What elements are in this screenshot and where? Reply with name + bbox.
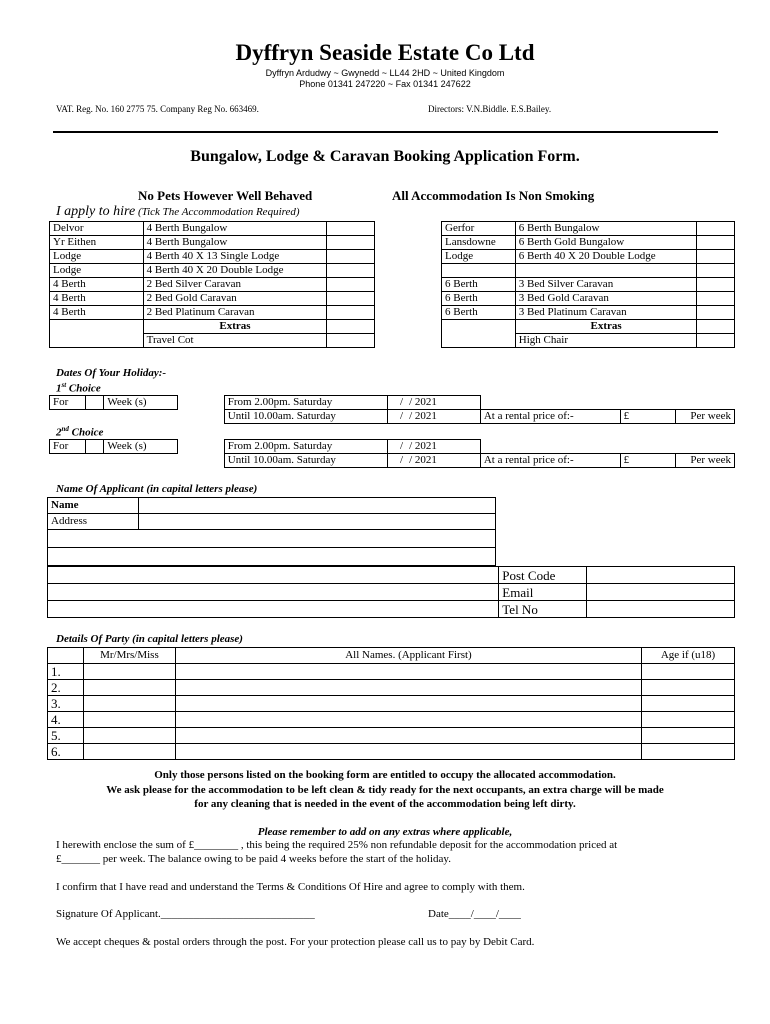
party-row-number: 6. [48,744,84,760]
notice-cleaning: We ask please for the accommodation to be left clean & tidy ready for the next occupants, an extra charge will be made [106,784,664,796]
left-accommodation-row [50,236,375,250]
address-label: Address [48,514,139,530]
party-age-field[interactable] [642,680,735,696]
accommodation-type: 4 Berth Bungalow [143,222,327,236]
right-accommodation-table [441,221,735,348]
right-accommodation-row [442,250,735,264]
accommodation-name: Gerfor [442,222,516,236]
party-col-age: Age if (u18) [642,648,735,664]
accommodation-name [442,264,516,278]
accommodation-tick-box[interactable] [327,250,375,264]
email-field[interactable] [587,584,735,601]
party-age-field[interactable] [642,728,735,744]
accommodation-tick-box[interactable] [327,264,375,278]
party-row-number: 5. [48,728,84,744]
left-accommodation-table [49,221,375,348]
company-name: Dyffryn Seaside Estate Co Ltd [235,40,535,65]
signature-line[interactable]: Signature Of Applicant.____________________________ [56,908,315,920]
weeks-input-2[interactable] [86,440,104,454]
notice-cleaning-cont: for any cleaning that is needed in the event of the accommodation being left dirty. [194,798,576,810]
accommodation-type: 6 Berth Gold Bungalow [515,236,697,250]
accommodation-type: 4 Berth 40 X 20 Double Lodge [143,264,327,278]
until-year-2[interactable]: / 2021 [406,454,480,468]
extras-label-right: Extras [515,320,697,334]
deposit-line-1: I herewith enclose the sum of £________ , this being the required 25% non refundable deposit for the accommodation priced at [56,839,618,851]
weeks-input[interactable] [86,396,104,410]
extras-label: Extras [143,320,327,334]
address-line-1[interactable] [138,514,495,530]
until-label-2: Until 10.00am. Saturday [224,454,387,468]
no-pets-notice: No Pets However Well Behaved [138,188,313,203]
accommodation-name: 6 Berth [442,292,516,306]
postcode-label: Post Code [499,567,587,584]
left-accommodation-row [50,278,375,292]
party-title-field[interactable] [83,696,175,712]
name-field[interactable] [138,498,495,514]
party-row [48,744,735,760]
accommodation-name: Yr Eithen [50,236,144,250]
extra-high-chair-tick[interactable] [697,334,735,348]
right-accommodation-row [442,222,735,236]
apply-to-hire: I apply to hire [56,204,136,219]
header-divider [53,131,718,133]
party-row [48,664,735,680]
accommodation-type: 3 Bed Platinum Caravan [515,306,697,320]
tel-label: Tel No [499,601,587,618]
right-accommodation-row [442,278,735,292]
deposit-line-2: £_______ per week. The balance owing to be paid 4 weeks before the start of the holiday. [56,853,451,865]
until-label: Until 10.00am. Saturday [224,410,387,424]
second-choice-table [49,439,735,468]
accommodation-tick-box[interactable] [327,306,375,320]
accommodation-name: 4 Berth [50,292,144,306]
party-table [47,647,735,760]
party-title-field[interactable] [83,664,175,680]
left-accommodation-row [50,292,375,306]
accommodation-type: 2 Bed Silver Caravan [143,278,327,292]
party-row-number: 3. [48,696,84,712]
accommodation-type [515,264,697,278]
party-heading: Details Of Party (in capital letters please) [56,633,243,645]
party-names-field[interactable] [175,744,641,760]
right-accommodation-row [442,306,735,320]
accommodation-type: 4 Berth Bungalow [143,236,327,250]
apply-heading [56,204,300,220]
accommodation-tick-box[interactable] [327,236,375,250]
accommodation-name: Lodge [50,264,144,278]
address-line-5[interactable] [48,584,499,601]
rental-price-input-2[interactable]: £ [620,454,676,468]
vat-reg: VAT. Reg. No. 160 2775 75. Company Reg No. 663469. [56,104,259,114]
party-col-names: All Names. (Applicant First) [175,648,641,664]
rental-label-2: At a rental price of:- [480,454,620,468]
accommodation-tick-box[interactable] [697,278,735,292]
party-names-field[interactable] [175,680,641,696]
accommodation-tick-box[interactable] [327,222,375,236]
party-row [48,696,735,712]
party-col-title: Mr/Mrs/Miss [83,648,175,664]
from-label: From 2.00pm. Saturday [224,396,387,410]
from-year-2[interactable]: / 2021 [406,440,480,454]
extra-travel-cot-tick[interactable] [327,334,375,348]
postcode-field[interactable] [587,567,735,584]
company-phone: Phone 01341 247220 ~ Fax 01341 247622 [299,79,471,89]
contact-table [47,566,735,618]
accommodation-name: Lodge [50,250,144,264]
weeks-label-2: Week (s) [104,440,178,454]
accommodation-tick-box[interactable] [697,236,735,250]
right-accommodation-row [442,264,735,278]
from-day-month-2[interactable]: / [387,440,406,454]
party-age-field[interactable] [642,712,735,728]
weeks-label: Week (s) [104,396,178,410]
accommodation-tick-box[interactable] [697,222,735,236]
party-names-field[interactable] [175,712,641,728]
accommodation-name: 4 Berth [50,306,144,320]
form-title: Bungalow, Lodge & Caravan Booking Application Form. [190,148,580,165]
applicant-heading: Name Of Applicant (in capital letters please) [56,483,258,495]
party-row-number: 4. [48,712,84,728]
per-week-label-2: Per week [676,454,735,468]
name-label: Name [48,498,139,514]
email-label: Email [499,584,587,601]
address-line-4[interactable] [48,567,499,584]
address-line-6[interactable] [48,601,499,618]
accommodation-tick-box[interactable] [327,278,375,292]
rental-price-input[interactable]: £ [620,410,676,424]
accommodation-tick-box[interactable] [697,292,735,306]
party-names-field[interactable] [175,696,641,712]
accommodation-tick-box[interactable] [697,306,735,320]
party-row-number: 1. [48,664,84,680]
party-names-field[interactable] [175,664,641,680]
second-choice-heading: 2nd Choice [56,425,104,439]
from-year[interactable]: / 2021 [406,396,480,410]
accommodation-type: 2 Bed Gold Caravan [143,292,327,306]
left-accommodation-row [50,306,375,320]
accommodation-tick-box[interactable] [327,292,375,306]
right-accommodation-row [442,292,735,306]
accommodation-tick-box[interactable] [697,264,735,278]
party-title-field[interactable] [83,744,175,760]
left-accommodation-row [50,264,375,278]
accommodation-type: 6 Berth Bungalow [515,222,697,236]
party-row-number: 2. [48,680,84,696]
accommodation-type: 3 Bed Silver Caravan [515,278,697,292]
tel-field[interactable] [587,601,735,618]
extras-reminder: Please remember to add on any extras where applicable, [257,826,513,838]
accommodation-name: Lansdowne [442,236,516,250]
apply-instruction: (Tick The Accommodation Required) [137,206,300,218]
right-accommodation-row [442,236,735,250]
non-smoking-notice: All Accommodation Is Non Smoking [392,188,595,203]
accommodation-type: 3 Bed Gold Caravan [515,292,697,306]
rental-label: At a rental price of:- [480,410,620,424]
party-row [48,680,735,696]
extra-travel-cot: Travel Cot [143,334,327,348]
until-year[interactable]: / 2021 [406,410,480,424]
accommodation-name: 6 Berth [442,306,516,320]
accommodation-name: Delvor [50,222,144,236]
until-day-month-2[interactable]: / [387,454,406,468]
party-row [48,728,735,744]
company-address: Dyffryn Ardudwy ~ Gwynedd ~ LL44 2HD ~ United Kingdom [265,68,505,78]
accommodation-name: 6 Berth [442,278,516,292]
party-row [48,712,735,728]
accommodation-name: Lodge [442,250,516,264]
for-label-2: For [50,440,86,454]
party-age-field[interactable] [642,744,735,760]
accommodation-type: 4 Berth 40 X 13 Single Lodge [143,250,327,264]
first-choice-heading: 1st Choice [56,381,101,395]
directors: Directors: V.N.Biddle. E.S.Bailey. [428,104,552,114]
payment-info: We accept cheques & postal orders through the post. For your protection please call us to pay by Debit Card. [56,936,535,948]
notice-occupancy: Only those persons listed on the booking form are entitled to occupy the allocated accommodation. [154,769,616,781]
terms-confirmation: I confirm that I have read and understand the Terms & Conditions Of Hire and agree to comply with them. [56,881,525,893]
applicant-table [47,497,496,566]
accommodation-tick-box[interactable] [697,250,735,264]
dates-heading: Dates Of Your Holiday:- [56,367,167,379]
left-accommodation-row [50,250,375,264]
party-title-field[interactable] [83,712,175,728]
for-label: For [50,396,86,410]
extra-high-chair: High Chair [515,334,697,348]
party-title-field[interactable] [83,728,175,744]
party-names-field[interactable] [175,728,641,744]
until-day-month[interactable]: / [387,410,406,424]
accommodation-type: 2 Bed Platinum Caravan [143,306,327,320]
from-day-month[interactable]: / [387,396,406,410]
date-line[interactable]: Date____/____/____ [428,908,521,920]
per-week-label: Per week [676,410,735,424]
party-age-field[interactable] [642,696,735,712]
accommodation-name: 4 Berth [50,278,144,292]
from-label-2: From 2.00pm. Saturday [224,440,387,454]
party-title-field[interactable] [83,680,175,696]
left-accommodation-row [50,222,375,236]
first-choice-table [49,395,735,424]
address-line-2[interactable] [48,530,496,548]
accommodation-type: 6 Berth 40 X 20 Double Lodge [515,250,697,264]
address-line-3[interactable] [48,548,496,566]
party-age-field[interactable] [642,664,735,680]
